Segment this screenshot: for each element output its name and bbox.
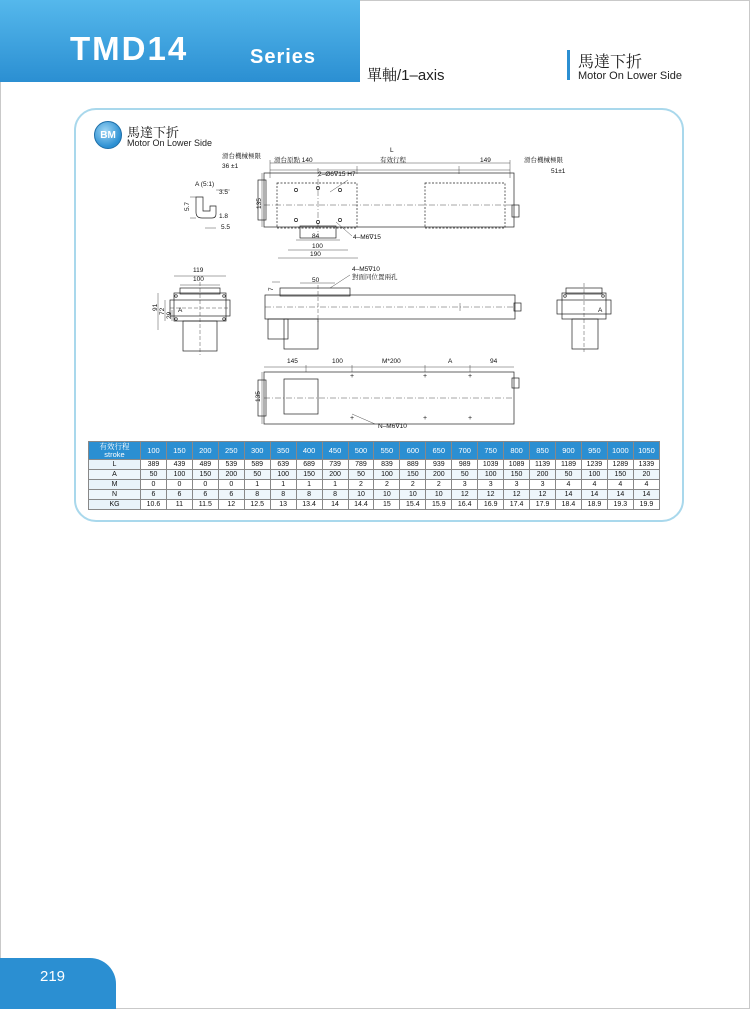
spec-cell: 14	[581, 490, 607, 500]
spec-cell: 889	[400, 460, 426, 470]
spec-cell: 150	[504, 470, 530, 480]
spec-cell: 50	[556, 470, 582, 480]
spec-cell: 6	[166, 490, 192, 500]
label-50: 50	[312, 277, 320, 284]
label-94: 94	[490, 358, 498, 365]
label-mark-a2: A	[598, 307, 603, 314]
label-72: 72	[159, 307, 166, 315]
spec-cell: 489	[192, 460, 218, 470]
spec-stroke-header: 200	[192, 442, 218, 460]
spec-cell: 50	[348, 470, 374, 480]
label-1-8: 1.8	[219, 213, 229, 220]
spec-cell: 100	[270, 470, 296, 480]
label-36: 36 ±1	[222, 163, 239, 170]
label-5-5: 5.5	[221, 224, 231, 231]
page-number: 219	[40, 968, 66, 985]
spec-cell: 13.4	[296, 500, 322, 510]
spec-cell: 10	[400, 490, 426, 500]
spec-cell: 50	[452, 470, 478, 480]
spec-cell: 6	[141, 490, 167, 500]
spec-cell: 4	[556, 480, 582, 490]
spec-cell: 12	[478, 490, 504, 500]
spec-cell: 739	[322, 460, 348, 470]
spec-cell: 150	[192, 470, 218, 480]
spec-cell: 12	[530, 490, 556, 500]
label-origin: 滑台原點 140	[274, 157, 313, 164]
spec-cell: 150	[296, 470, 322, 480]
side-view-motor	[284, 319, 318, 349]
spec-cell: 19.9	[633, 500, 659, 510]
spec-cell: 0	[218, 480, 244, 490]
spec-cell: 939	[426, 460, 452, 470]
spec-header-cn: 有效行程	[99, 441, 130, 451]
bm-badge-icon: BM	[94, 121, 122, 149]
section-title-cn: 馬達下折	[127, 125, 180, 140]
spec-cell: 200	[530, 470, 556, 480]
spec-cell: 1339	[633, 460, 659, 470]
spec-stroke-header: 850	[530, 442, 556, 460]
label-149: 149	[480, 157, 491, 164]
spec-stroke-header: 800	[504, 442, 530, 460]
label-hole-4m5-note: 對面同位置兩孔	[352, 274, 398, 281]
spec-cell: 539	[218, 460, 244, 470]
spec-cell: 10	[426, 490, 452, 500]
spec-stroke-header: 600	[400, 442, 426, 460]
spec-row-n	[89, 490, 660, 500]
spec-cell: 1	[244, 480, 270, 490]
spec-stroke-header: 450	[322, 442, 348, 460]
spec-cell: 200	[218, 470, 244, 480]
label-84: 84	[312, 233, 320, 240]
spec-cell: 200	[426, 470, 452, 480]
spec-cell: 1	[322, 480, 348, 490]
label-7: 7	[268, 287, 275, 291]
label-hole-2: 2–Ø6∇15 H7	[318, 171, 356, 178]
spec-cell: 12	[504, 490, 530, 500]
spec-cell: 12	[452, 490, 478, 500]
spec-cell: 839	[374, 460, 400, 470]
spec-stroke-header: 1000	[607, 442, 633, 460]
label-detail-a: A (5:1)	[195, 181, 215, 188]
spec-cell: 100	[581, 470, 607, 480]
spec-stroke-header: 100	[141, 442, 167, 460]
spec-row-m	[89, 480, 660, 490]
spec-cell: 17.9	[530, 500, 556, 510]
section-title-en: Motor On Lower Side	[127, 138, 213, 148]
spec-cell: 1289	[607, 460, 633, 470]
spec-table-header-row	[89, 442, 660, 460]
spec-cell: 4	[581, 480, 607, 490]
spec-cell: 18.9	[581, 500, 607, 510]
spec-cell: 1039	[478, 460, 504, 470]
spec-cell: 17.4	[504, 500, 530, 510]
spec-cell: 3	[530, 480, 556, 490]
label-91: 91	[152, 303, 159, 311]
spec-cell: 8	[296, 490, 322, 500]
spec-stroke-header: 950	[581, 442, 607, 460]
spec-row-label: M	[89, 480, 141, 490]
spec-cell: 13	[270, 500, 296, 510]
spec-row-a	[89, 470, 660, 480]
spec-cell: 14	[633, 490, 659, 500]
spec-cell: 11.5	[192, 500, 218, 510]
spec-cell: 8	[322, 490, 348, 500]
spec-cell: 150	[400, 470, 426, 480]
label-135: 135	[256, 198, 263, 209]
spec-stroke-header: 350	[270, 442, 296, 460]
svg-text:+: +	[349, 373, 355, 380]
label-total-length: L	[390, 147, 394, 154]
series-label: Series	[250, 46, 317, 68]
spec-cell: 2	[374, 480, 400, 490]
spec-cell: 3	[478, 480, 504, 490]
spec-cell: 1089	[504, 460, 530, 470]
spec-cell: 0	[141, 480, 167, 490]
spec-cell: 50	[141, 470, 167, 480]
label-119: 119	[193, 267, 204, 274]
label-100b: 100	[193, 276, 204, 283]
spec-cell: 589	[244, 460, 270, 470]
spec-stroke-header: 500	[348, 442, 374, 460]
spec-cell: 14	[322, 500, 348, 510]
spec-cell: 3	[452, 480, 478, 490]
spec-stroke-header: 150	[166, 442, 192, 460]
spec-cell: 12	[218, 500, 244, 510]
label-135b: 135	[255, 391, 262, 402]
label-145: 145	[287, 358, 298, 365]
spec-cell: 16.4	[452, 500, 478, 510]
label-slide-limit-left: 滑台機械極限	[222, 153, 261, 160]
spec-cell: 100	[374, 470, 400, 480]
spec-cell: 439	[166, 460, 192, 470]
spec-cell: 200	[322, 470, 348, 480]
right-title-cn: 馬達下折	[578, 54, 643, 71]
label-100: 100	[312, 243, 323, 250]
spec-cell: 8	[270, 490, 296, 500]
spec-cell: 19.3	[607, 500, 633, 510]
label-slide-limit-right: 滑台機械極限	[524, 157, 563, 164]
spec-cell: 989	[452, 460, 478, 470]
spec-cell: 1	[270, 480, 296, 490]
spec-stroke-header: 700	[452, 442, 478, 460]
label-3-5: 3.5	[219, 189, 229, 196]
spec-cell: 18.4	[556, 500, 582, 510]
spec-stroke-header: 650	[426, 442, 452, 460]
spec-row-label: KG	[89, 500, 141, 510]
spec-cell: 10.6	[141, 500, 167, 510]
spec-cell: 20	[633, 470, 659, 480]
top-view-slide	[277, 183, 357, 228]
spec-cell: 14.4	[348, 500, 374, 510]
spec-header-en: stroke	[104, 449, 125, 459]
spec-cell: 1139	[530, 460, 556, 470]
label-a: A	[448, 358, 453, 365]
spec-row-kg	[89, 500, 660, 510]
spec-cell: 15.4	[400, 500, 426, 510]
spec-stroke-header: 400	[296, 442, 322, 460]
spec-cell: 689	[296, 460, 322, 470]
spec-row-label: A	[89, 470, 141, 480]
spec-cell: 0	[166, 480, 192, 490]
detail-a-profile	[196, 197, 216, 218]
spec-cell: 6	[192, 490, 218, 500]
spec-cell: 1189	[556, 460, 582, 470]
bottom-view-motor	[284, 379, 318, 414]
label-m200: M*200	[382, 358, 401, 365]
spec-cell: 15.9	[426, 500, 452, 510]
spec-row-l	[89, 460, 660, 470]
spec-cell: 11	[166, 500, 192, 510]
spec-cell: 789	[348, 460, 374, 470]
spec-cell: 14	[607, 490, 633, 500]
label-hole-4m6: 4–M6∇15	[353, 234, 381, 241]
spec-cell: 10	[348, 490, 374, 500]
spec-cell: 2	[400, 480, 426, 490]
spec-stroke-header: 550	[374, 442, 400, 460]
spec-cell: 4	[633, 480, 659, 490]
spec-stroke-header: 250	[218, 442, 244, 460]
spec-header-label	[89, 442, 141, 460]
label-hole-4m5: 4–M5∇10	[352, 266, 380, 273]
top-view-body	[264, 173, 514, 227]
spec-cell: 1239	[581, 460, 607, 470]
spec-cell: 14	[556, 490, 582, 500]
axis-label: 單軸/1–axis	[367, 67, 445, 84]
label-hole-nm6: N–M6∇10	[378, 423, 407, 430]
label-29: 29	[166, 311, 173, 319]
spec-cell: 1	[296, 480, 322, 490]
spec-cell: 8	[244, 490, 270, 500]
spec-cell: 6	[218, 490, 244, 500]
svg-text:+: +	[422, 373, 428, 380]
label-51: 51±1	[551, 168, 566, 175]
spec-cell: 3	[504, 480, 530, 490]
label-100c: 100	[332, 358, 343, 365]
spec-cell: 2	[426, 480, 452, 490]
spec-cell: 2	[348, 480, 374, 490]
spec-row-label: N	[89, 490, 141, 500]
spec-stroke-header: 1050	[633, 442, 659, 460]
spec-cell: 100	[166, 470, 192, 480]
spec-cell: 16.9	[478, 500, 504, 510]
spec-cell: 389	[141, 460, 167, 470]
spec-row-label: L	[89, 460, 141, 470]
spec-stroke-header: 300	[244, 442, 270, 460]
spec-cell: 100	[478, 470, 504, 480]
label-mark-a: A	[178, 307, 183, 314]
svg-text:+: +	[422, 415, 428, 422]
label-5-7: 5.7	[184, 201, 191, 211]
label-190: 190	[310, 251, 321, 258]
spec-cell: 12.5	[244, 500, 270, 510]
spec-stroke-header: 900	[556, 442, 582, 460]
spec-table	[88, 441, 660, 510]
spec-stroke-header: 750	[478, 442, 504, 460]
svg-text:+: +	[467, 373, 473, 380]
spec-cell: 0	[192, 480, 218, 490]
spec-cell: 639	[270, 460, 296, 470]
spec-cell: 4	[607, 480, 633, 490]
label-stroke: 有效行程	[380, 157, 406, 164]
spec-cell: 15	[374, 500, 400, 510]
series-title: TMD14	[70, 30, 189, 67]
svg-text:+: +	[467, 415, 473, 422]
right-title-en: Motor On Lower Side	[578, 70, 682, 82]
spec-cell: 10	[374, 490, 400, 500]
svg-text:+: +	[349, 415, 355, 422]
spec-cell: 50	[244, 470, 270, 480]
spec-cell: 150	[607, 470, 633, 480]
